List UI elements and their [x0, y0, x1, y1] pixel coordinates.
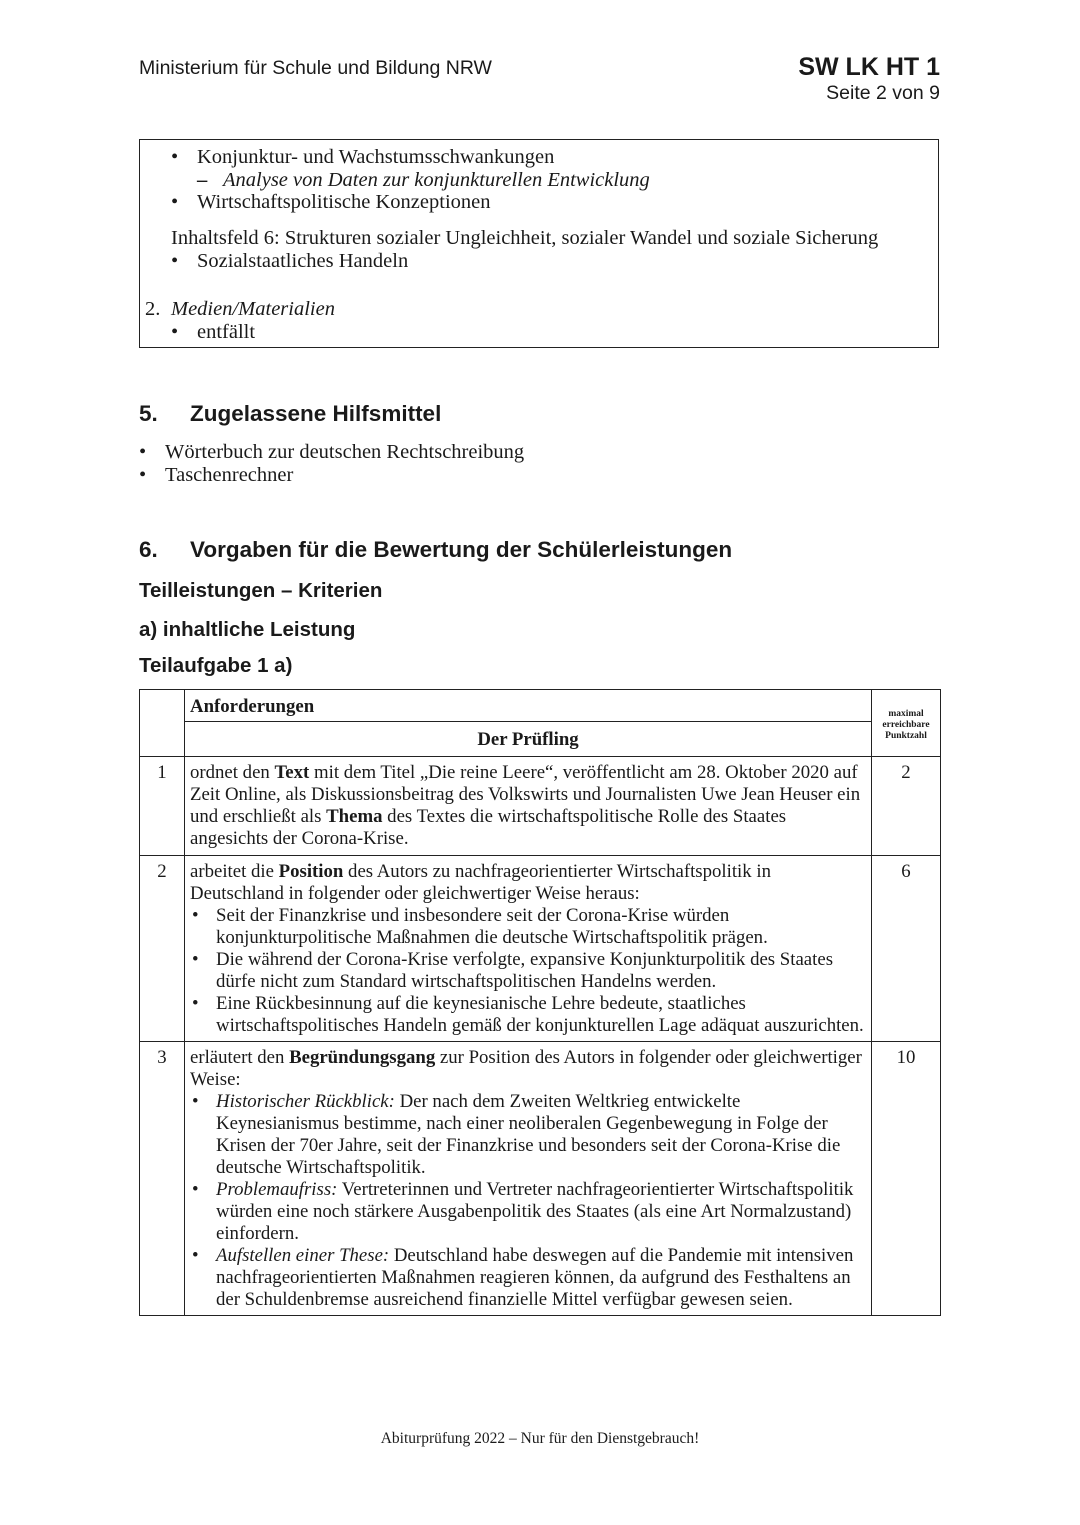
section-6-heading [139, 537, 732, 563]
topic-bullet [171, 191, 491, 214]
list-item: • Die während der Corona-Krise verfolgte, expansive Konjunkturpolitik des Staates dürfe nicht zum Standard wirtschaftspolitischen Handelns werden. [190, 949, 865, 993]
row-points: 2 [872, 757, 941, 856]
item-text: Der nach dem Zweiten Weltkrieg entwickelte Keynesianismus bestimme, nach einer neoliberalen Gegenbewegung in Folge der Krisen der 70er Jahre, seit der Finanzkrise und besonders seit der Corona-Krise die deutsche Wirtschaftspolitik. [216, 1091, 841, 1178]
row-points: 6 [872, 856, 941, 1042]
row-requirement [185, 757, 872, 856]
row-requirement [185, 856, 872, 1042]
requirement-bullets [190, 905, 865, 1037]
row-number: 1 [140, 757, 185, 856]
bullet-icon: • [171, 191, 179, 213]
dash-icon: – [197, 169, 208, 191]
header-requirements: Anforderungen [185, 690, 872, 722]
list-item [139, 464, 524, 487]
list-item-text: Wörterbuch zur deutschen Rechtschreibung [165, 441, 525, 463]
media-bullet [171, 321, 255, 344]
item-label: Problemaufriss: [216, 1179, 338, 1200]
bullet-icon: • [171, 250, 179, 272]
requirement-bullets [190, 1091, 865, 1311]
bullet-icon: • [171, 146, 179, 168]
section-number: 6. [139, 537, 158, 562]
text: zur Position des Autors in folgender oder gleichwertiger Weise: [190, 1047, 862, 1090]
list-item [190, 1091, 865, 1179]
text: des Textes die wirtschaftspolitische Rolle des Staates angesichts der Corona-Krise. [190, 806, 787, 849]
bold-term: Begründungsgang [289, 1047, 436, 1068]
item-label: Aufstellen einer These: [216, 1245, 390, 1266]
item-text: Deutschland habe deswegen auf die Pandemie mit intensiven nachfrageorientierten Maßnahmen reagieren können, da aufgrund des Festhaltens an der Schuldenbremse ausreichend finanzielle Mittel verfügbar gewesen seien. [216, 1245, 854, 1310]
row-number: 2 [140, 856, 185, 1042]
text: mit dem Titel „Die reine Leere“, veröffentlicht am 28. Oktober 2020 auf Zeit Online, als Diskussionsbeitrag des Volkswirts und Journalisten Uwe Jean Heuser ein und erschließt als [190, 762, 861, 827]
row-points: 10 [872, 1042, 941, 1316]
section-title: Vorgaben für die Bewertung der Schülerleistungen [190, 537, 733, 562]
page-footer: Abiturprüfung 2022 – Nur für den Dienstgebrauch! [380, 1430, 700, 1447]
header-num-cell [140, 690, 185, 757]
section-number: 5. [139, 401, 158, 426]
table-subheader-row [140, 722, 941, 757]
text: arbeitet die [190, 861, 279, 882]
media-text: entfällt [197, 321, 256, 343]
subheading-criteria: Teilleistungen – Kriterien [139, 579, 383, 602]
topic-bullet [171, 250, 408, 273]
ministry-name: Ministerium für Schule und Bildung NRW [139, 57, 492, 79]
section-5-heading [139, 401, 441, 427]
bold-term: Text [274, 762, 310, 783]
content-field-title: Inhaltsfeld 6: Strukturen sozialer Ungleichheit, sozialer Wandel und soziale Sicherung [171, 227, 879, 249]
subheading-subtask: Teilaufgabe 1 a) [139, 654, 293, 677]
topic-text: Konjunktur- und Wachstumsschwankungen [197, 146, 555, 168]
exam-code: SW LK HT 1 [798, 53, 940, 81]
media-heading [145, 298, 335, 321]
bold-term: Position [278, 861, 344, 882]
item-text: Vertreterinnen und Vertreter nachfrageorientierter Wirtschaftspolitik würden eine noch stärkere Ausgabenpolitik des Staates (als eine Art Normalzustand) einfordern. [216, 1179, 854, 1244]
topic-text: Sozialstaatliches Handeln [197, 250, 409, 272]
allowed-aids-list [139, 441, 524, 487]
table-header-row [140, 690, 941, 722]
item-label: Historischer Rückblick: [216, 1091, 395, 1112]
topic-sub-text: Analyse von Daten zur konjunkturellen Entwicklung [223, 169, 650, 191]
media-number: 2. [145, 298, 161, 320]
topic-bullet [171, 146, 554, 169]
text: des Autors zu nachfrageorientierter Wirtschaftspolitik in Deutschland in folgender oder gleichwertiger Weise heraus: [190, 861, 771, 904]
criteria-table [139, 689, 941, 1316]
list-item [139, 441, 524, 464]
section-title: Zugelassene Hilfsmittel [190, 401, 442, 426]
header-points-line: erreichbare [882, 720, 930, 730]
header-examinee: Der Prüfling [185, 722, 872, 757]
list-item: • Eine Rückbesinnung auf die keynesianische Lehre bedeute, staatliches wirtschaftspolitisches Handeln gemäß der konjunkturellen Lage adäquat auszurichten. [190, 993, 865, 1037]
bullet-icon: • [139, 464, 147, 486]
header-points-line: maximal [888, 709, 924, 719]
list-item: • Seit der Finanzkrise und insbesondere seit der Corona-Krise würden konjunkturpolitische Maßnahmen die deutsche Wirtschaftspolitik prägen. [190, 905, 865, 949]
list-item [190, 1245, 865, 1311]
bullet-icon: • [139, 441, 147, 463]
list-item [190, 1179, 865, 1245]
text: ordnet den [190, 762, 275, 783]
list-item-text: Taschenrechner [165, 464, 294, 486]
topics-box [139, 139, 939, 348]
header-points-line: Punktzahl [885, 731, 927, 741]
bold-term: Thema [326, 806, 383, 827]
subheading-content-performance: a) inhaltliche Leistung [139, 618, 356, 641]
header-points [872, 690, 941, 757]
page-header-right [798, 52, 940, 104]
media-title: Medien/Materialien [171, 298, 335, 320]
topic-sub-bullet [197, 169, 650, 192]
table-row [140, 757, 941, 856]
topic-text: Wirtschaftspolitische Konzeptionen [197, 191, 491, 213]
row-requirement [185, 1042, 872, 1316]
row-number: 3 [140, 1042, 185, 1316]
bullet-icon: • [171, 321, 179, 343]
page-number: Seite 2 von 9 [826, 82, 940, 104]
table-row [140, 856, 941, 1042]
table-row [140, 1042, 941, 1316]
text: erläutert den [190, 1047, 290, 1068]
